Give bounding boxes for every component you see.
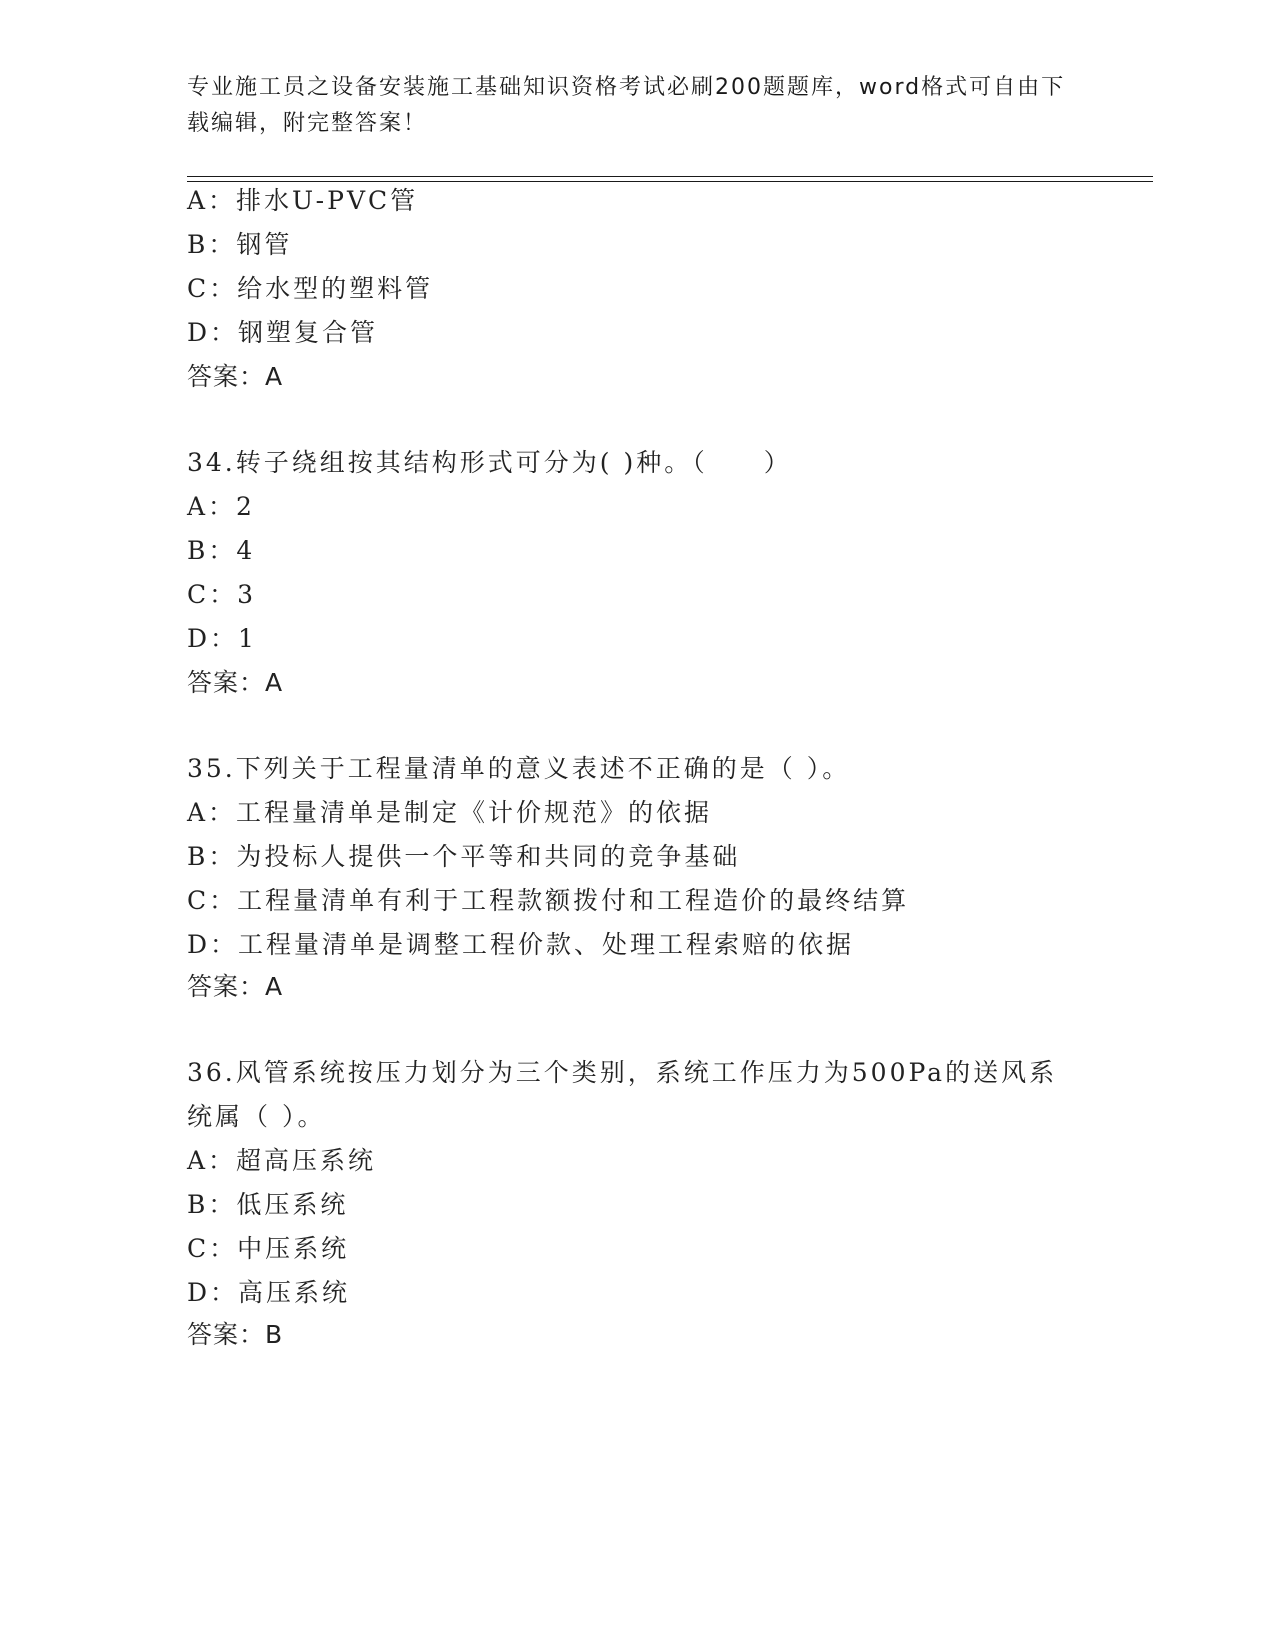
answer: 答案：A — [187, 972, 284, 1001]
option-b: B：为投标人提供一个平等和共同的竞争基础 — [187, 842, 741, 871]
question-stem: 35.下列关于工程量清单的意义表述不正确的是（ ）。 — [187, 754, 851, 783]
option-d: D：高压系统 — [187, 1278, 351, 1307]
option-c: C：工程量清单有利于工程款额拨付和工程造价的最终结算 — [187, 886, 910, 915]
option-b: B：钢管 — [187, 230, 293, 259]
document-title: 专业施工员之设备安装施工基础知识资格考试必刷200题题库，word格式可自由下载编辑，附完整答案！ — [187, 75, 1066, 136]
answer: 答案：A — [187, 362, 284, 391]
option-d: D：工程量清单是调整工程价款、处理工程索赔的依据 — [187, 930, 855, 959]
option-a: A：超高压系统 — [187, 1146, 377, 1175]
option-d: D：1 — [187, 624, 257, 653]
question-stem-continued: 统属（ ）。 — [187, 1102, 326, 1131]
header-divider-bottom — [187, 181, 1153, 182]
option-c: C：给水型的塑料管 — [187, 274, 434, 303]
option-b: B：低压系统 — [187, 1190, 349, 1219]
option-c: C：中压系统 — [187, 1234, 350, 1263]
option-a: A：排水U-PVC管 — [187, 186, 419, 215]
option-d: D：钢塑复合管 — [187, 318, 379, 347]
option-c: C：3 — [187, 580, 257, 609]
answer: 答案：A — [187, 668, 284, 697]
option-b: B：4 — [187, 536, 256, 565]
option-a: A：2 — [187, 492, 255, 521]
question-stem: 34.转子绕组按其结构形式可分为( )种。（ ） — [187, 448, 792, 477]
question-stem: 36.风管系统按压力划分为三个类别，系统工作压力为500Pa的送风系 — [187, 1058, 1058, 1087]
option-a: A：工程量清单是制定《计价规范》的依据 — [187, 798, 713, 827]
answer: 答案：B — [187, 1320, 284, 1349]
header-divider-top — [187, 176, 1153, 177]
